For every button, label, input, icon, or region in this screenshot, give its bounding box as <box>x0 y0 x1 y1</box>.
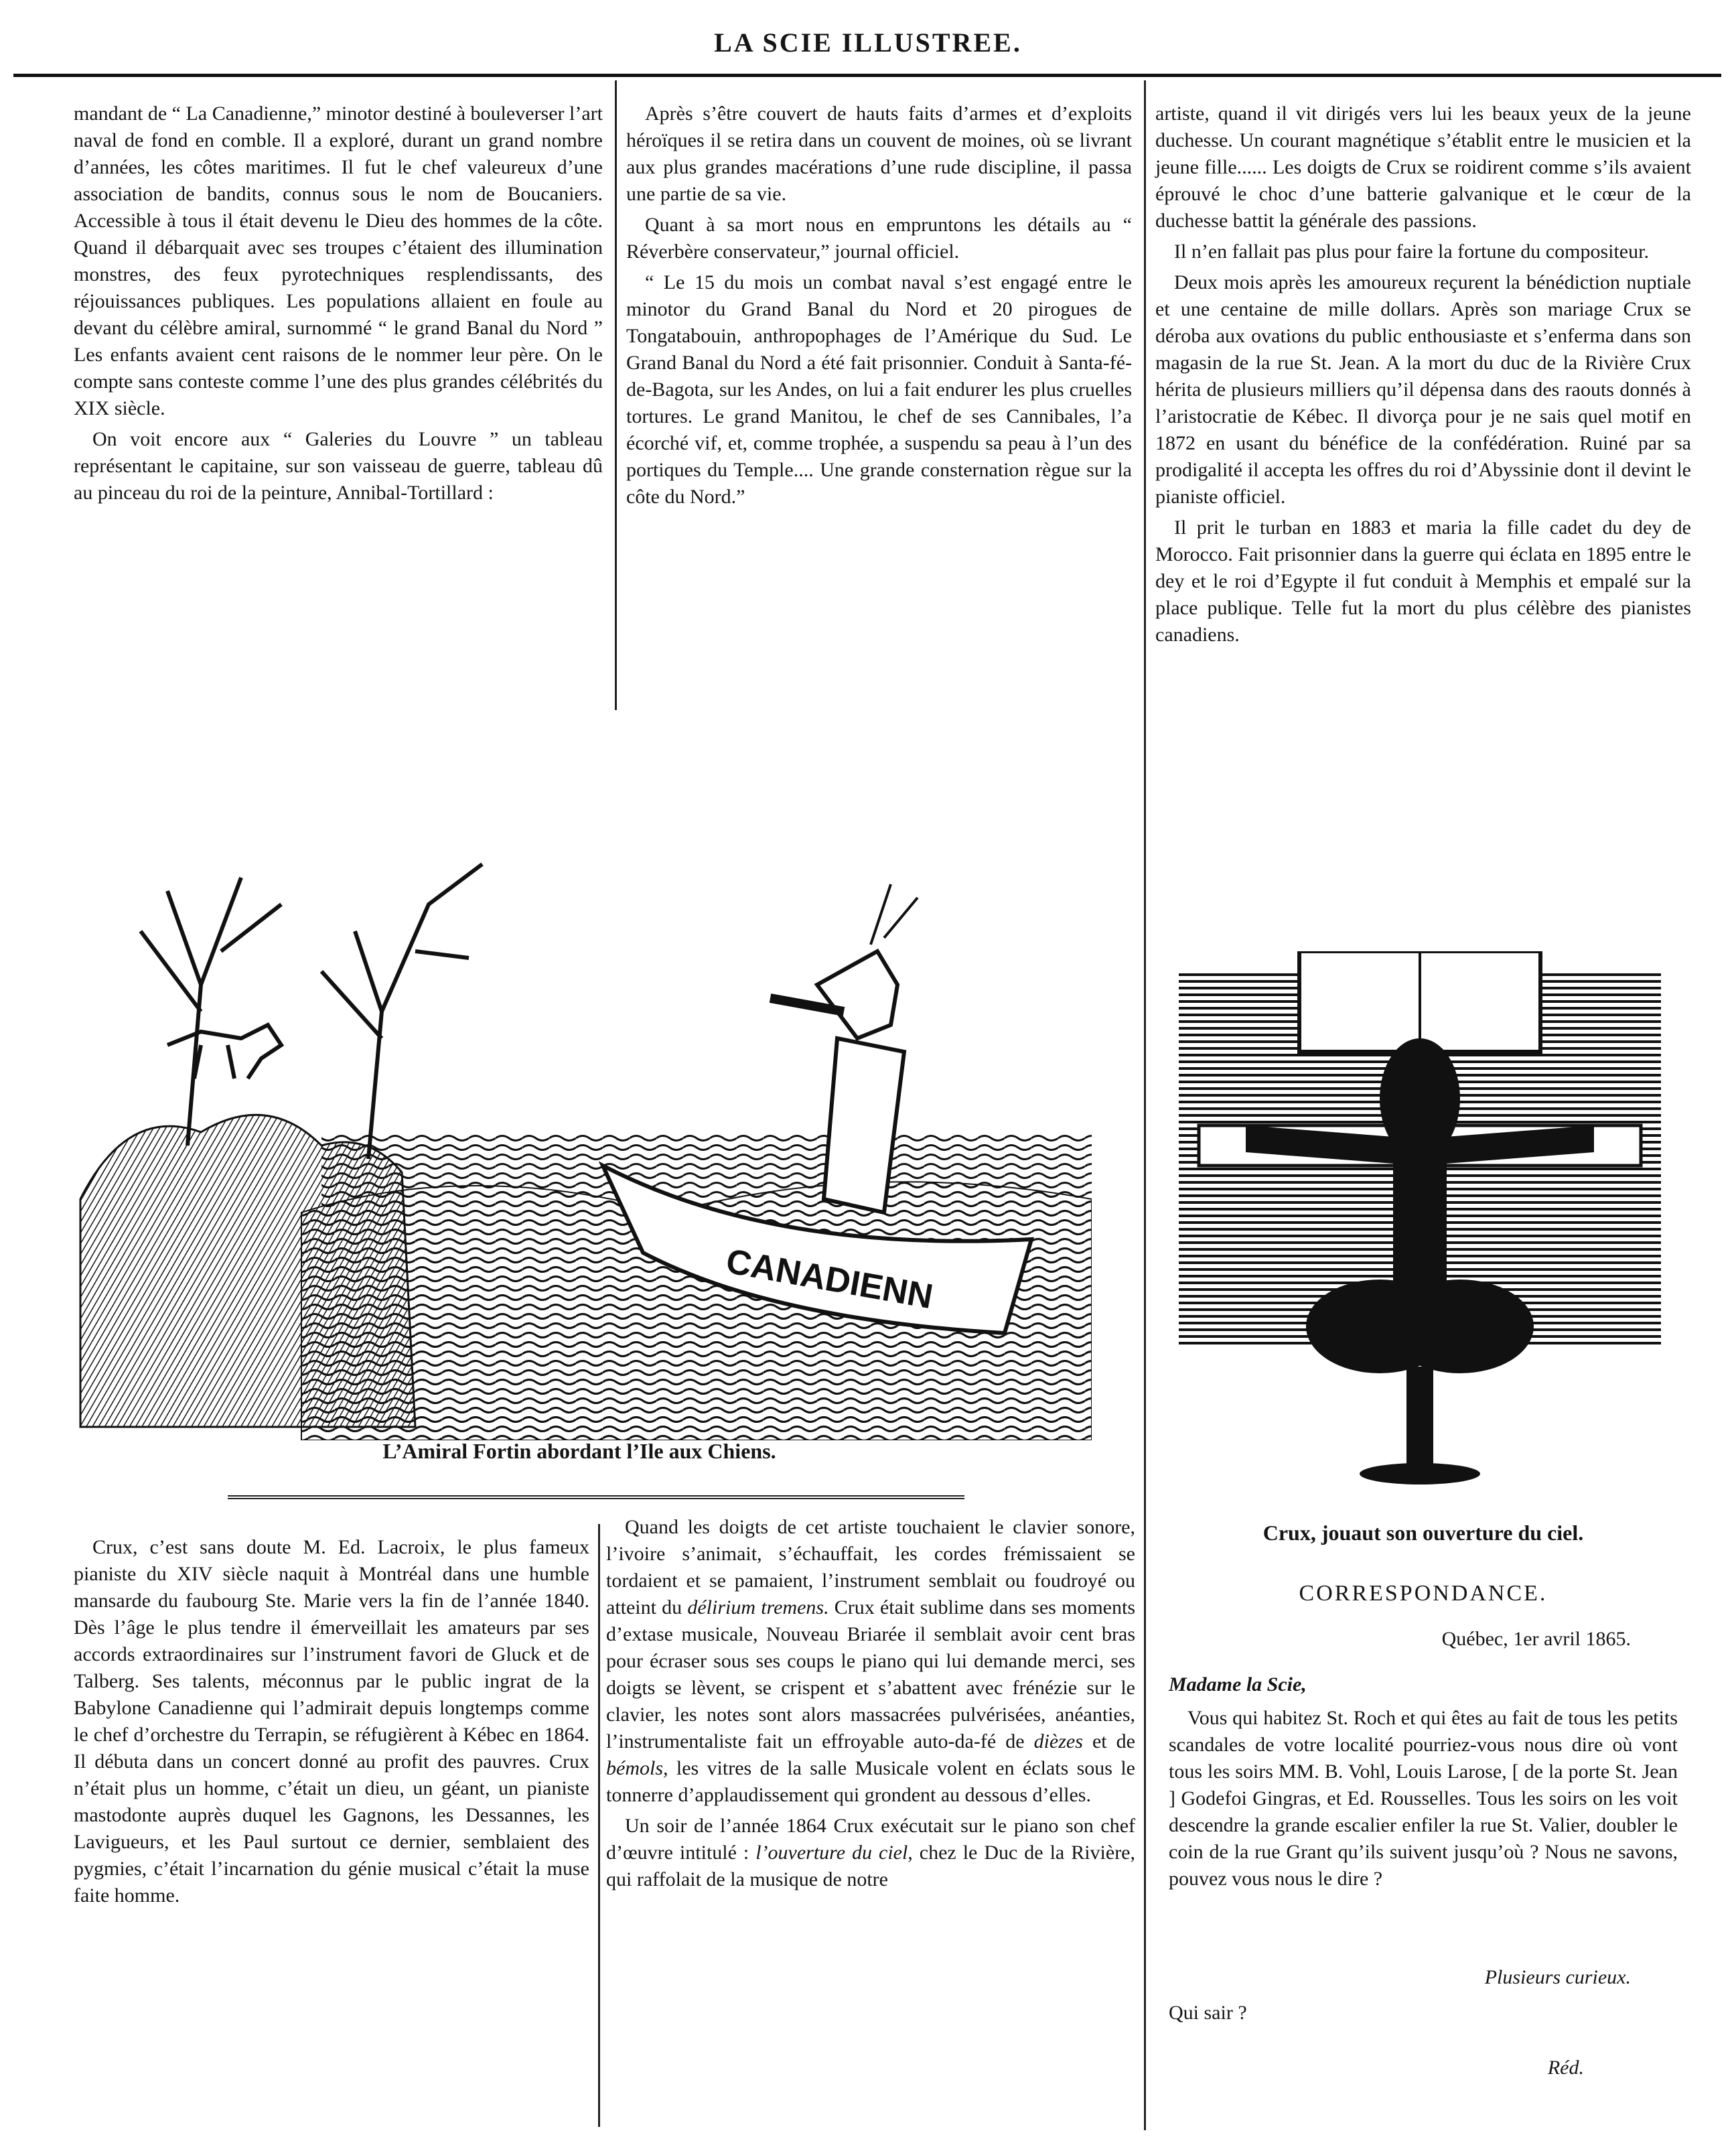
text-run: Crux était sublime dans ses moments d’extase musicale, Nouveau Briarée il semblait avoir cent bras pour écraser sous ses coups le piano qui lui demande merci, ses doigts se lèvent, se crispent et s’abattent avec frénézie sur le clavier, les notes sont alors massacrées pulvérisées, anéanties, l’instrumentaliste fait un effroyable auto-da-fé de <box>606 1596 1135 1752</box>
text-run: les vitres de la salle Musicale volent en éclats sous le tonnerre d’applaudissement qui grondent au dessous d’elles. <box>606 1757 1135 1806</box>
correspondance-salutation: Madame la Scie, <box>1169 1673 1307 1696</box>
masthead-rule <box>13 74 1721 77</box>
ship-caption: L’Amiral Fortin abordant l’Ile aux Chiens. <box>382 1439 776 1463</box>
paragraph: Après s’être couvert de hauts faits d’armes et d’exploits héroïques il se retira dans un couvent de moines, où se livrant aux plus grandes macérations d’une rude discipline, il passa une partie de sa vie. <box>626 102 1132 205</box>
paragraph <box>606 1514 1135 1809</box>
piano-caption: Crux, jouaut son ouverture du ciel. <box>1262 1521 1584 1545</box>
text-run-italic: dièzes <box>1033 1730 1083 1752</box>
correspondance-signature: Plusieurs curieux. <box>1484 1966 1631 1988</box>
text-run: Un soir de l’année 1864 Crux exécutait sur le piano son chef d’œuvre intitulé : <box>606 1815 1135 1864</box>
paragraph: Il n’en fallait pas plus pour faire la fortune du compositeur. <box>1174 240 1649 263</box>
correspondance-body <box>1169 1705 1678 1892</box>
text-run-italic: bémols, <box>606 1757 668 1779</box>
column-2-bottom <box>606 1514 1135 1893</box>
paragraph: mandant de “ La Canadienne,” minotor destiné à bouleverser l’art naval de fond en comble. Il a exploré, durant un grand nombre d’années, les côtes maritimes. Il fut le chef valeureux d’une association de bandits, connus sous le nom de Boucaniers. Accessible à tous il était devenu le Dieu des hommes de la côte. Quand il débarquait avec ses troupes c’étaient des illumination monstres, des feux pyrotechniques resplendissants, des réjouissances publiques. Les populations allaient en foule au devant du célèbre amiral, surnommé “ le grand Banal du Nord ” Les enfants avaient cent raisons de le nommer leur père. On le compte sans conteste comme l’une des plus grandes célébrités du XIX siècle. <box>74 102 603 419</box>
admiral-ship-engraving <box>67 730 1092 1440</box>
column-1-bottom <box>74 1534 589 1909</box>
correspondance-reply: Qui sair ? <box>1169 2002 1247 2024</box>
paragraph: “ Le 15 du mois un combat naval s’est engagé entre le minotor du Grand Banal du Nord et 20 pirogues de Tongatabouin, anthropophages de l’Amérique du Sud. Le Grand Banal du Nord a été fait prisonnier. Conduit à Santa-fé-de-Bagota, sur les Andes, on lui a fait endurer les plus cruelles tortures. Le grand Manitou, le chef de ses Cannibales, l’a écorché vif, et, comme trophée, a suspendu sa peau à l’un des portiques du Temple.... Une grande consternation règue sur la côte du Nord.” <box>626 271 1132 508</box>
text-run-italic: l’ouverture du ciel, <box>755 1842 913 1864</box>
column-rule-3 <box>598 1524 600 2127</box>
dog-icon <box>167 1025 281 1079</box>
correspondance-reply-signature: Réd. <box>1547 2057 1584 2079</box>
text-run: et de <box>1082 1730 1135 1752</box>
correspondance-dateline: Québec, 1er avril 1865. <box>1441 1628 1631 1650</box>
section-rule <box>228 1495 964 1499</box>
boat-hull-lettering: CANADIENN <box>723 1241 936 1317</box>
column-rule-1 <box>615 80 617 710</box>
paragraph: Crux, c’est sans doute M. Ed. Lacroix, le plus fameux pianiste du XIV siècle naquit à Montréal dans une humble mansarde du faubourg Ste. Marie vers la fin de l’année 1840. Dès l’âge le plus tendre il émerveillait les amateurs par ses accords extraordinaires sur l’instrument favori de Gluck et de Talberg. Ses talents, méconnus par le public ingrat de la Babylone Canadienne qui l’admirait depuis longtemps comme le chef d’orchestre du Terrapin, se réfugièrent à Kébec en 1864. Il débuta dans un concert donné au profit des pauvres. Crux n’était plus un homme, c’était un dieu, un géant, un pianiste mastodonte auprès duquel les Gagnons, les Dessannes, les Lavigueurs, et les Paul surtout ce dernier, semblaient des pygmies, c’était l’incarnation du génie musical c’était la muse faite homme. <box>74 1536 589 1907</box>
masthead-title: LA SCIE ILLUSTREE. <box>714 27 1022 58</box>
column-2-top <box>626 100 1132 510</box>
column-rule-2 <box>1144 80 1146 2130</box>
column-1-top <box>74 100 603 506</box>
paragraph: Il prit le turban en 1883 et maria la fille cadet du dey de Morocco. Fait prisonnier dans la guerre qui éclata en 1895 entre le dey et le roi d’Egypte il fut conduit à Memphis et empalé sur la place publique. Telle fut la mort du plus célèbre des pianistes canadiens. <box>1155 516 1691 646</box>
paragraph: On voit encore aux “ Galeries du Louvre ” un tableau représentant le capitaine, sur son vaisseau de guerre, tableau dû au pinceau du roi de la peinture, Annibal-Tortillard : <box>74 428 603 504</box>
paragraph <box>606 1813 1135 1893</box>
paragraph: Quant à sa mort nous en empruntons les détails au “ Réverbère conservateur,” journal officiel. <box>626 214 1132 263</box>
text-run: chez le Duc de la Rivière, qui raffolait de la musique de notre <box>606 1842 1135 1890</box>
text-run-italic: délirium tremens. <box>687 1596 829 1618</box>
correspondance-title: CORRESPONDANCE. <box>1299 1581 1548 1606</box>
paragraph: artiste, quand il vit dirigés vers lui les beaux yeux de la jeune duchesse. Un courant magnétique s’établit entre le musicien et la jeune fille...... Les doigts de Crux se roidirent comme s’ils avaient éprouvé le choc d’une batterie galvanique et le cœur de la duchesse battit la générale des passions. <box>1155 102 1691 232</box>
bare-tree-icon <box>141 864 482 1159</box>
paragraph: Vous qui habitez St. Roch et qui êtes au fait de tous les petits scandales de votre localité pourriez-vous nous dire où vont tous les soirs MM. B. Vohl, Louis Larose, [ de la porte St. Jean ] Godefoi Gingras, et Ed. Rousselles. Tous les soirs on les voit descendre la grande escalier enfiler la rue St. Valier, doubler le coin de la rue Grant qu’ils suivent jusqu’où ? Nous ne savons, pouvez vous nous le dire ? <box>1169 1707 1678 1890</box>
column-3-top <box>1155 100 1691 648</box>
text-run: Quand les doigts de cet artiste touchaient le clavier sonore, l’ivoire s’animait, s’échauffait, les cordes frémissaient se tordaient et se pamaient, l’instrument semblait ou foudroyé ou atteint du <box>606 1516 1135 1618</box>
crux-piano-engraving <box>1179 951 1661 1487</box>
paragraph: Deux mois après les amoureux reçurent la bénédiction nuptiale et une centaine de mille dollars. Après son mariage Crux se déroba aux ovations du public enthousiaste et s’enferma dans son magasin de la rue St. Jean. A la mort du duc de la Rivière Crux hérita de plusieurs milliers qu’il dépensa dans des raouts donnés à l’aristocratie de Kébec. Il divorça pour je ne sais quel motif en 1872 en usant du bénéfice de la confédération. Ruiné par sa prodigalité il accepta les offres du roi d’Abyssinie dont il devint le pianiste officiel. <box>1155 271 1691 508</box>
